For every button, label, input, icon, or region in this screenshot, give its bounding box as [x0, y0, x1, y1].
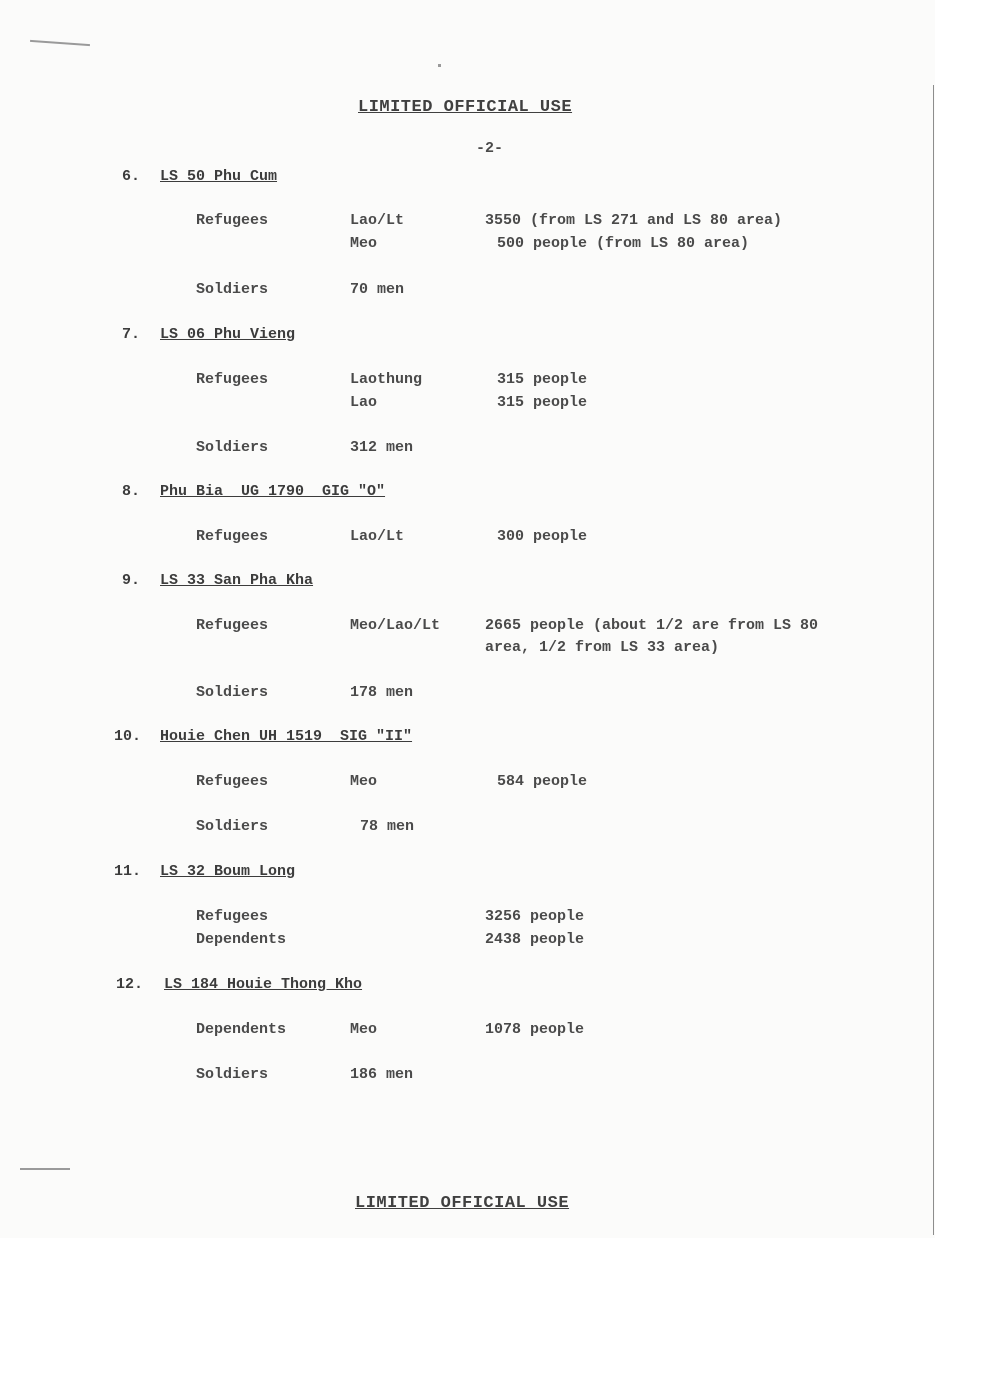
count-value: 584 people — [497, 773, 588, 790]
count-value: 300 people — [497, 528, 588, 545]
entry-number: 8. — [122, 483, 141, 500]
entry-title: LS 50 Phu Cum — [160, 168, 278, 185]
scan-speck — [438, 64, 441, 67]
group-label: 78 men — [360, 818, 415, 835]
entry-number: 9. — [122, 572, 141, 589]
count-value-continued: area, 1/2 from LS 33 area) — [485, 639, 720, 656]
entry-title: Houie Chen UH 1519 SIG "II" — [160, 728, 413, 745]
group-label: Meo — [350, 235, 378, 252]
category-label: Soldiers — [196, 818, 269, 835]
category-label: Dependents — [196, 931, 287, 948]
count-value: 500 people (from LS 80 area) — [497, 235, 750, 252]
entry-number: 10. — [114, 728, 142, 745]
category-label: Refugees — [196, 528, 269, 545]
classification-footer: LIMITED OFFICIAL USE — [355, 1194, 570, 1213]
entry-number: 12. — [116, 976, 144, 993]
category-label: Refugees — [196, 773, 269, 790]
page-number: -2- — [476, 140, 504, 157]
group-label: Meo/Lao/Lt — [350, 617, 441, 634]
category-label: Dependents — [196, 1021, 287, 1038]
category-label: Refugees — [196, 908, 269, 925]
count-value: 315 people — [497, 371, 588, 388]
category-label: Refugees — [196, 212, 269, 229]
count-value: 1078 people — [485, 1021, 585, 1038]
category-label: Refugees — [196, 371, 269, 388]
group-label: Laothung — [350, 371, 423, 388]
group-label: 186 men — [350, 1066, 414, 1083]
count-value: 3550 (from LS 271 and LS 80 area) — [485, 212, 783, 229]
entry-title: LS 33 San Pha Kha — [160, 572, 314, 589]
group-label: 178 men — [350, 684, 414, 701]
group-label: Lao — [350, 394, 378, 411]
entry-number: 6. — [122, 168, 141, 185]
page-edge-line — [933, 85, 934, 1235]
group-label: 70 men — [350, 281, 405, 298]
category-label: Soldiers — [196, 281, 269, 298]
entry-title: LS 06 Phu Vieng — [160, 326, 296, 343]
category-label: Soldiers — [196, 1066, 269, 1083]
category-label: Refugees — [196, 617, 269, 634]
group-label: 312 men — [350, 439, 414, 456]
entry-title: Phu Bia UG 1790 GIG "O" — [160, 483, 386, 500]
count-value: 2438 people — [485, 931, 585, 948]
count-value: 3256 people — [485, 908, 585, 925]
group-label: Lao/Lt — [350, 212, 405, 229]
entry-number: 7. — [122, 326, 141, 343]
group-label: Meo — [350, 1021, 378, 1038]
classification-header: LIMITED OFFICIAL USE — [358, 98, 573, 117]
count-value: 2665 people (about 1/2 are from LS 80 — [485, 617, 819, 634]
category-label: Soldiers — [196, 684, 269, 701]
group-label: Lao/Lt — [350, 528, 405, 545]
group-label: Meo — [350, 773, 378, 790]
scan-mark — [20, 1168, 70, 1170]
count-value: 315 people — [497, 394, 588, 411]
category-label: Soldiers — [196, 439, 269, 456]
entry-title: LS 184 Houie Thong Kho — [164, 976, 363, 993]
entry-number: 11. — [114, 863, 142, 880]
entry-title: LS 32 Boum Long — [160, 863, 296, 880]
